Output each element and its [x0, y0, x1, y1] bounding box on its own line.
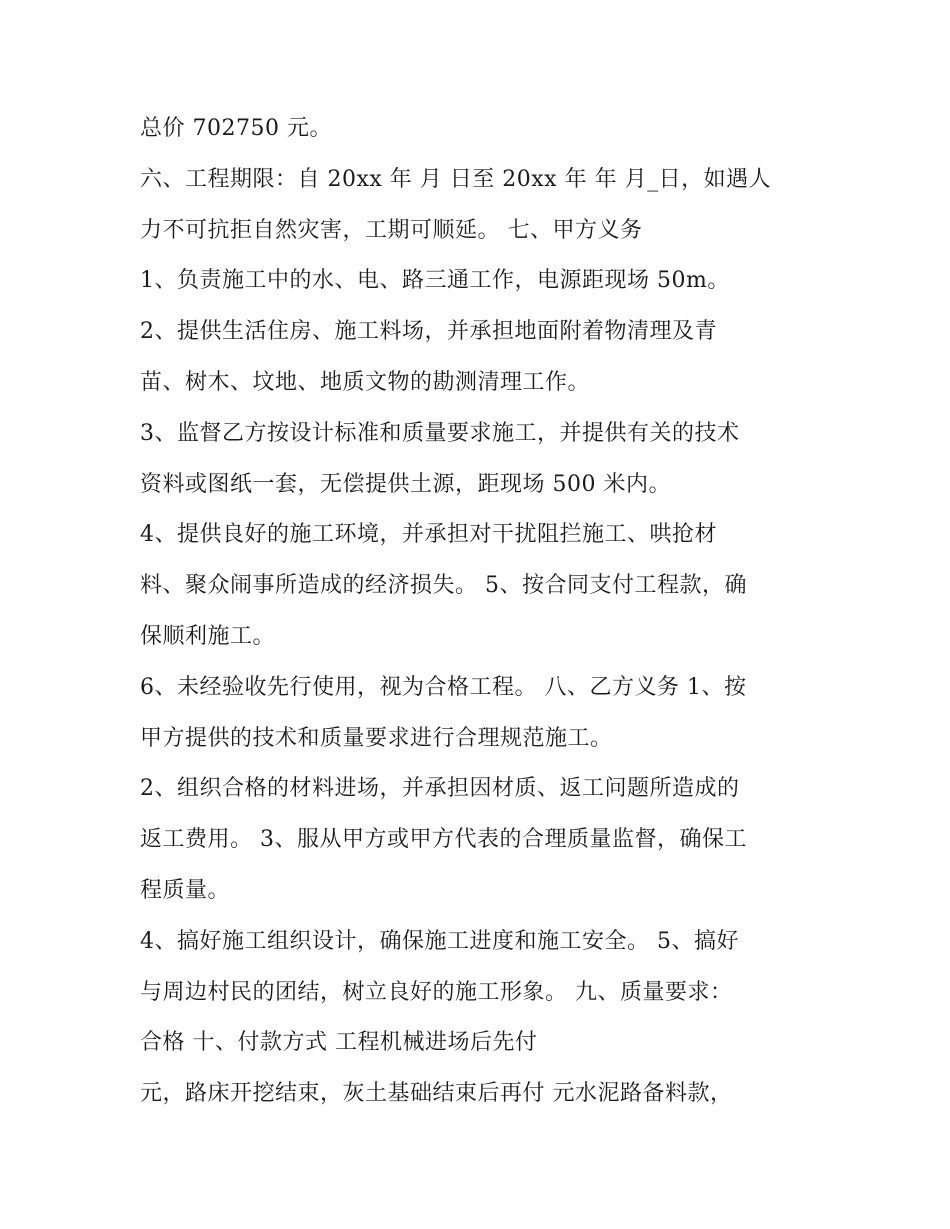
text-line: 2、组织合格的材料进场，并承担因材质、返工问题所造成的: [140, 776, 740, 802]
text-line: 六、工程期限：自 20xx 年 月 日至 20xx 年 年 月_日，如遇人: [140, 166, 772, 192]
text-line: 保顺利施工。: [140, 623, 276, 649]
text-line: 合格 十、付款方式 工程机械进场后先付: [140, 1030, 538, 1056]
text-line: 返工费用。 3、服从甲方或甲方代表的合理质量监督，确保工: [140, 827, 747, 853]
text-line: 资料或图纸一套，无偿提供土源，距现场 500 米内。: [140, 471, 671, 497]
text-line: 4、提供良好的施工环境，并承担对干扰阻拦施工、哄抢材: [140, 522, 717, 548]
text-line: 程质量。: [140, 877, 231, 903]
text-line: 4、搞好施工组织设计，确保施工进度和施工安全。 5、搞好: [140, 928, 739, 954]
text-line: 元，路床开挖结束，灰土基础结束后再付 元水泥路备料款，: [140, 1081, 733, 1107]
document-body: [140, 108, 820, 1124]
text-line: 6、未经验收先行使用，视为合格工程。 八、乙方义务 1、按: [140, 674, 747, 700]
text-line: 苗、树木、坟地、地质文物的勘测清理工作。: [140, 369, 591, 395]
text-line: 总价 702750 元。: [140, 116, 332, 141]
text-line: 3、监督乙方按设计标准和质量要求施工，并提供有关的技术: [140, 420, 740, 446]
text-line: 甲方提供的技术和质量要求进行合理规范施工。: [140, 725, 613, 751]
text-line: 力不可抗拒自然灾害，工期可顺延。 七、甲方义务: [140, 217, 643, 243]
text-line: 料、聚众闹事所造成的经济损失。 5、按合同支付工程款，确: [140, 573, 747, 599]
text-line: 2、提供生活住房、施工料场，并承担地面附着物清理及青: [140, 319, 717, 345]
text-line: 与周边村民的团结，树立良好的施工形象。 九、质量要求：: [140, 979, 733, 1005]
text-line: 1、负责施工中的水、电、路三通工作，电源距现场 50m。: [140, 268, 730, 294]
